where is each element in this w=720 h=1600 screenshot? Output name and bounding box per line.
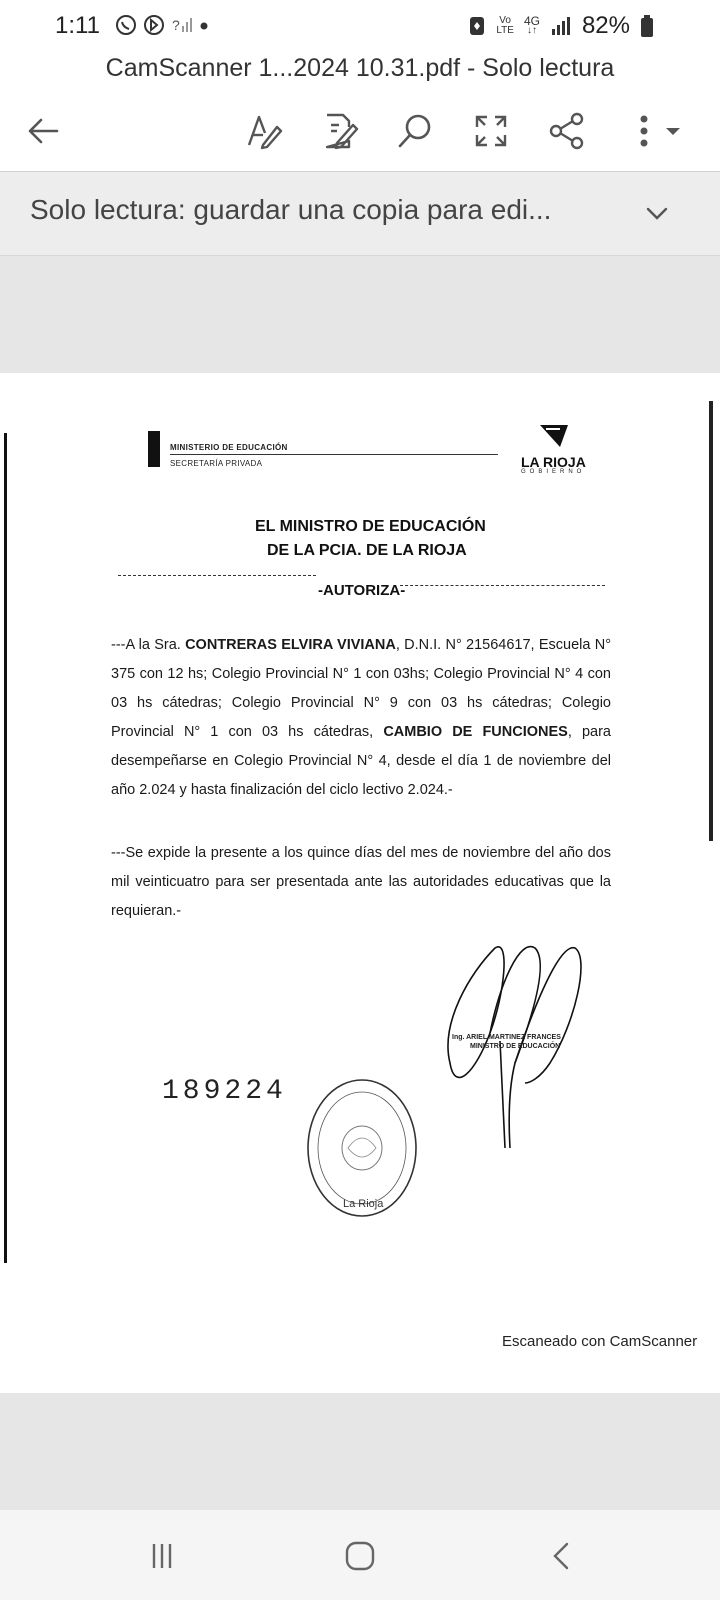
person-name: CONTRERAS ELVIRA VIVIANA — [185, 637, 396, 653]
volte-indicator: Vo LTE — [496, 15, 514, 36]
network-4g-indicator: 4G ↓↑ — [523, 14, 540, 36]
whatsapp-icon — [115, 14, 137, 36]
heading-line1: EL MINISTRO DE EDUCACIÓN — [255, 518, 486, 535]
document-page[interactable] — [0, 373, 720, 1393]
camscanner-footer: Escaneado con CamScanner — [502, 1333, 698, 1350]
battery-percent: 82% — [581, 12, 630, 39]
status-right — [468, 12, 654, 40]
dash-line-right — [400, 585, 605, 586]
search-icon — [395, 111, 435, 151]
paragraph-main: ---A la Sra. CONTRERAS ELVIRA VIVIANA, D.N.I. N° 21564617, Escuela N° 375 con 12 hs; Colegio Provincial N° 1 con 03hs; Colegio Provincial N° 4 con 03 hs cátedras; Colegio Provincial N° 9 con 03 hs cátedras; Colegio Provincial N° 1 con 03 hs cátedras, CAMBIO DE FUNCIONES, para desempeñarse en Colegio Provincial N° 4, desde el día 1 de noviembre del año 2.024 y hasta finalización del ciclo lectivo 2.024.- — [111, 637, 611, 798]
signature-name: Ing. ARIEL MARTINEZ FRANCES — [452, 1034, 561, 1041]
status-bar — [0, 0, 720, 50]
edit-document-button[interactable] — [316, 108, 362, 154]
chevron-down-icon[interactable] — [640, 196, 674, 230]
header-rule — [170, 454, 498, 455]
system-back-button[interactable] — [540, 1534, 584, 1578]
la-rioja-logo-icon — [538, 421, 572, 451]
share-icon — [547, 111, 587, 151]
back-button[interactable] — [20, 108, 66, 154]
title-bar — [0, 50, 720, 92]
header-ministry: MINISTERIO DE EDUCACIÓN — [170, 443, 288, 452]
notification-icons — [115, 14, 209, 36]
recents-icon — [146, 1540, 178, 1572]
dot-icon — [199, 14, 209, 36]
signature-title: MINISTRO DE EDUCACIÓN — [470, 1043, 561, 1050]
scan-edge-left — [4, 433, 7, 1263]
edit-document-icon — [319, 111, 359, 151]
back-arrow-icon — [23, 111, 63, 151]
read-only-banner[interactable] — [0, 172, 720, 256]
signal-strength-icon — [550, 15, 572, 37]
share-button[interactable] — [544, 108, 590, 154]
toolbar — [0, 92, 720, 172]
read-only-banner-text: Solo lectura: guardar una copia para edi... — [30, 194, 552, 225]
dash-line-left — [118, 575, 316, 576]
app-notification-icon — [143, 14, 165, 36]
recents-button[interactable] — [140, 1534, 184, 1578]
home-icon — [342, 1538, 378, 1574]
logo-text: LA RIOJA — [521, 454, 586, 470]
seal-bottom-text: La Rioja — [343, 1198, 384, 1210]
home-button[interactable] — [338, 1534, 382, 1578]
document-number: 189224 — [162, 1076, 287, 1107]
fullscreen-button[interactable] — [468, 108, 514, 154]
paragraph-expide: ---Se expide la presente a los quince días del mes de noviembre del año dos mil veinticuatro para ser presentada ante las autoridades educativas que la requieran.- — [111, 845, 611, 919]
heading-line2: DE LA PCIA. DE LA RIOJA — [267, 542, 467, 559]
logo-subtext: GOBIERNO — [521, 469, 586, 475]
text-edit-icon — [243, 111, 283, 151]
data-arrows-icon: ↓↑ — [526, 25, 537, 36]
header-secretaria: SECRETARÍA PRIVADA — [170, 459, 263, 468]
no-signal-icon — [171, 14, 193, 36]
cambio-funciones: CAMBIO DE FUNCIONES — [383, 724, 568, 740]
status-time: 1:11 — [55, 12, 100, 39]
svg-text:?: ? — [172, 17, 180, 33]
battery-saver-icon — [468, 15, 486, 37]
document-title: CamScanner 1...2024 10.31.pdf - Solo lectura — [105, 54, 615, 82]
more-options-button[interactable] — [626, 108, 686, 154]
text-edit-button[interactable] — [240, 108, 286, 154]
scan-edge-right — [709, 401, 713, 841]
back-icon — [546, 1540, 578, 1572]
battery-icon — [640, 14, 654, 38]
header-mark — [148, 431, 160, 467]
autoriza-label: -AUTORIZA- — [318, 582, 406, 599]
navigation-bar — [0, 1510, 720, 1600]
more-options-icon — [628, 111, 684, 151]
fullscreen-icon — [471, 111, 511, 151]
search-button[interactable] — [392, 108, 438, 154]
